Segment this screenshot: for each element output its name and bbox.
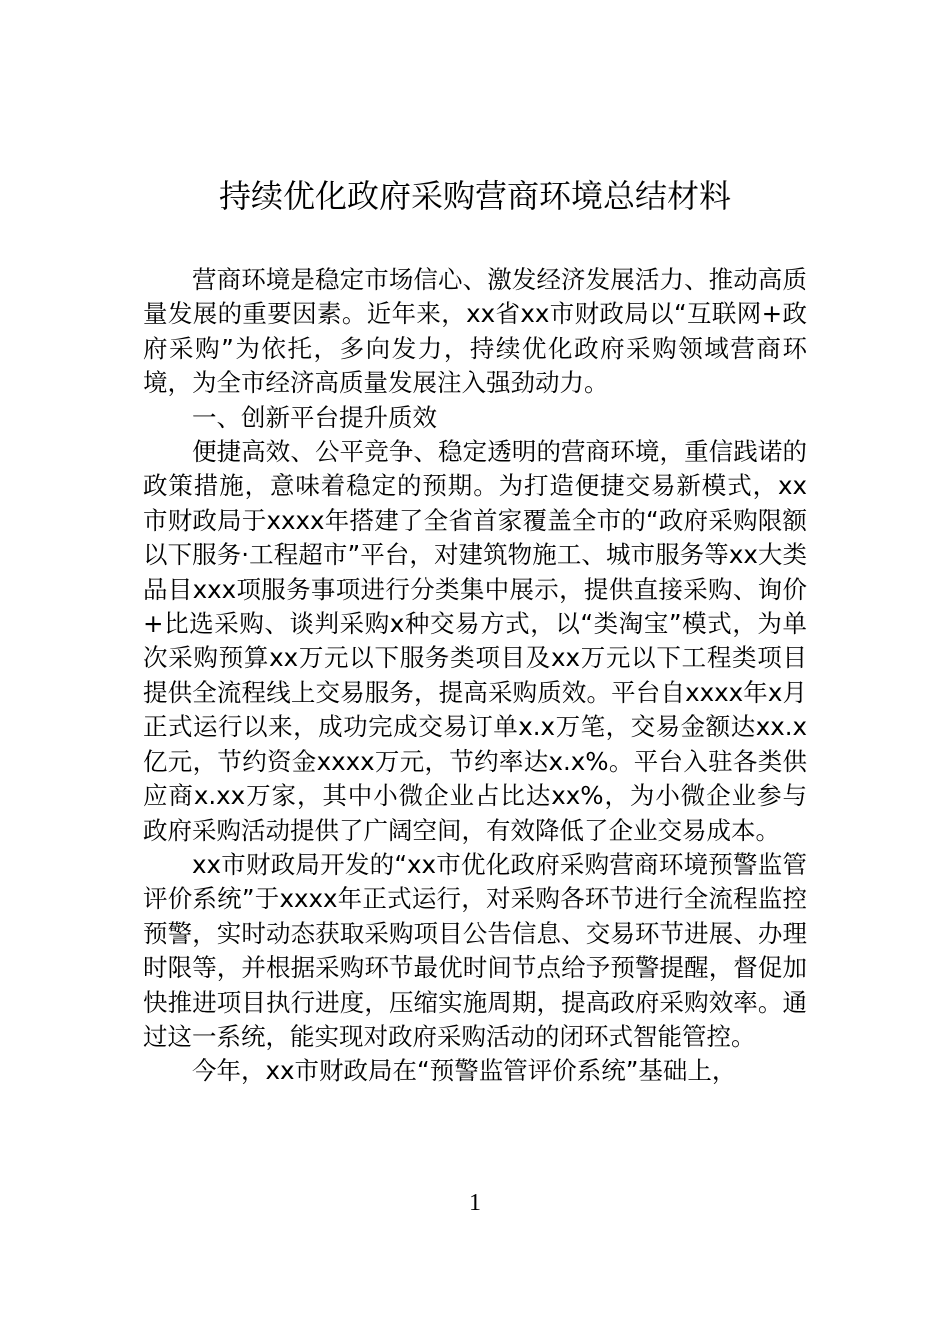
body-paragraph: 便捷高效、公平竞争、稳定透明的营商环境，重信践诺的政策措施，意味着稳定的预期。为打造便捷交易新模式，xx市财政局于xxxx年搭建了全省首家覆盖全市的“政府采购限额以下服务·工程超市”平台，对建筑物施工、城市服务等xx大类品目xxx项服务事项进行分类集中展示，提供直接采购、询价+比选采购、谈判采购x种交易方式，以“类淘宝”模式，为单次采购预算xx万元以下服务类项目及xx万元以下工程类项目提供全流程线上交易服务，提高采购质效。平台自xxxx年x月正式运行以来，成功完成交易订单x.x万笔，交易金额达xx.x亿元，节约资金xxxx万元，节约率达x.x%。平台入驻各类供应商x.xx万家，其中小微企业占比达xx%，为小微企业参与政府采购活动提供了广阔空间，有效降低了企业交易成本。: [143, 437, 807, 845]
body-paragraph: xx市财政局开发的“xx市优化政府采购营商环境预警监管评价系统”于xxxx年正式运行，对采购各环节进行全流程监控预警，实时动态获取采购项目公告信息、交易环节进展、办理时限等，并根据采购环节最优时间节点给予预警提醒，督促加快推进项目执行进度，压缩实施周期，提高政府采购效率。通过这一系统，能实现对政府采购活动的闭环式智能管控。: [143, 849, 807, 1051]
document-body: [143, 263, 807, 1089]
body-paragraph: 今年，xx市财政局在“预警监管评价系统”基础上，: [192, 1056, 737, 1086]
intro-paragraph: 营商环境是稳定市场信心、激发经济发展活力、推动高质量发展的重要因素。近年来，xx省xx市财政局以“互联网+政府采购”为依托，多向发力，持续优化政府采购领域营商环境，为全市经济高质量发展注入强劲动力。: [143, 265, 807, 398]
page-number: 1: [469, 1190, 481, 1216]
section-heading: 一、创新平台提升质效: [192, 402, 437, 432]
document-title: 持续优化政府采购营商环境总结材料: [218, 177, 731, 215]
